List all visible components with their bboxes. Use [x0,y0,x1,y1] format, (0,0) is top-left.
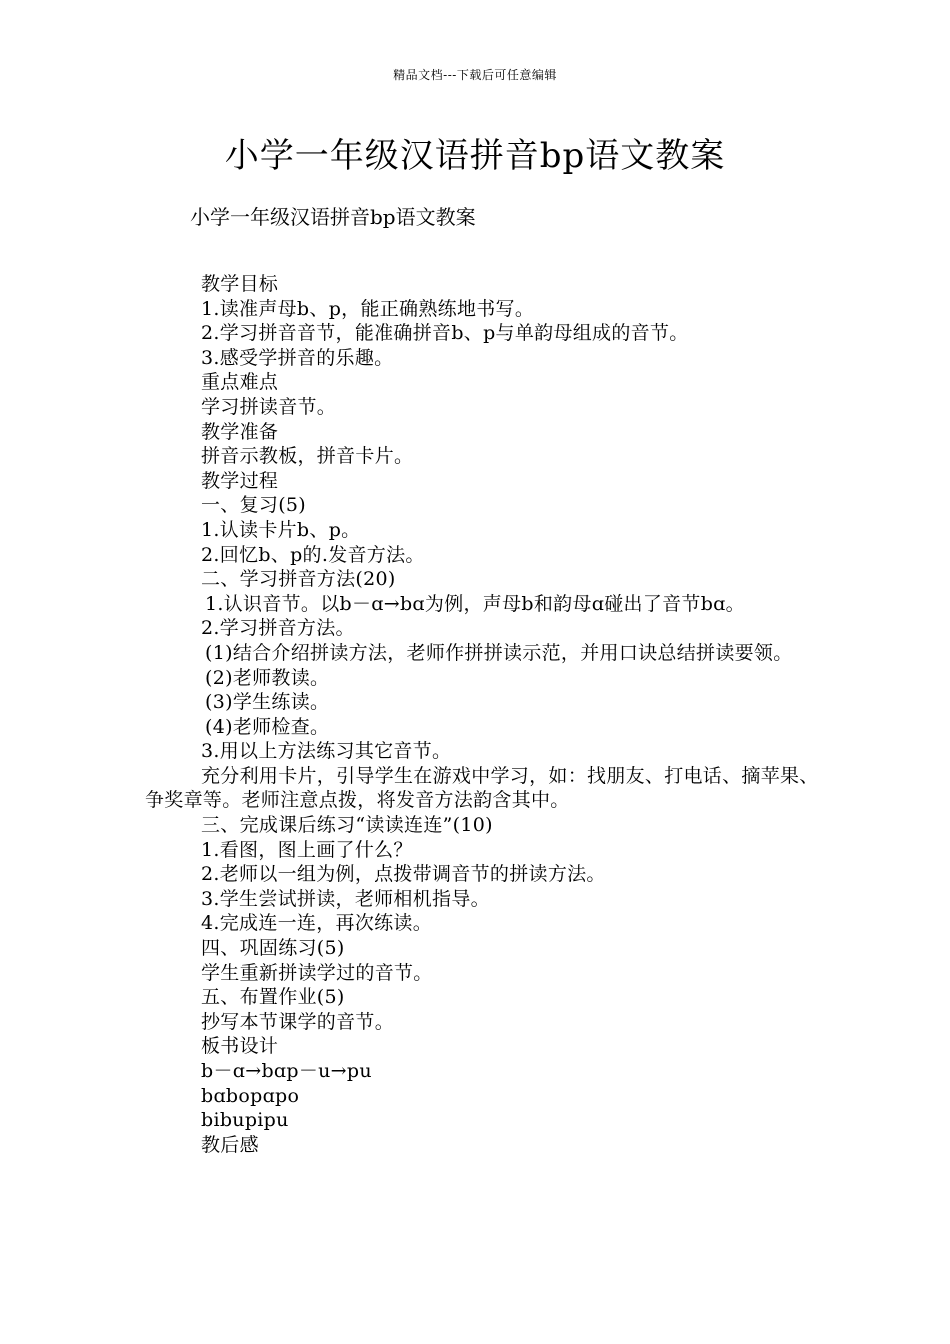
paragraph-line: 学习拼读音节。 [201,395,337,418]
step-heading: 一、复习(5) [201,494,307,517]
paragraph-line: 3.用以上方法练习其它音节。 [201,740,452,763]
step-heading: 二、学习拼音方法(20) [201,568,396,591]
paragraph-line: 1.看图，图上画了什么？ [201,838,413,861]
paragraph-line: 1.认读卡片b、p。 [201,518,361,541]
paragraph-line: (2)老师教读。 [205,666,330,689]
step-heading: 四、巩固练习(5) [201,937,345,960]
section-heading: 教学过程 [201,469,279,492]
board-line: bɑbopɑpo [201,1084,300,1107]
paragraph-line: (4)老师检查。 [205,715,330,738]
section-heading: 教学准备 [201,420,279,443]
header-note: 精品文档---下载后可任意编辑 [393,68,557,82]
paragraph-line: (1)结合介绍拼读方法，老师作拼拼读示范，并用口诀总结拼读要领。 [205,641,793,664]
paragraph-line: 2.回忆b、p的.发音方法。 [201,543,425,566]
step-heading: 三、完成课后练习“读读连连”(10) [201,814,493,837]
board-line: b－ɑ→bɑp－u→pu [201,1060,372,1082]
paragraph-line: 充分利用卡片，引导学生在游戏中学习，如：找朋友、打电话、摘苹果、争奖章等。老师注意点拨，将发音方法韵含其中。 [145,764,819,812]
paragraph-line: 2.学习拼音音节，能准确拼音b、p与单韵母组成的音节。 [201,322,689,345]
section-heading: 教后感 [201,1133,259,1156]
step-heading: 五、布置作业(5) [201,986,345,1009]
paragraph-line: 3.学生尝试拼读，老师相机指导。 [201,887,490,910]
paragraph-line: 抄写本节课学的音节。 [201,1010,395,1033]
paragraph-line: 学生重新拼读学过的音节。 [201,961,433,984]
section-heading: 教学目标 [201,273,279,295]
board-line: bibupipu [201,1109,289,1132]
document-subtitle: 小学一年级汉语拼音bp语文教案 [190,205,476,229]
section-heading: 重点难点 [201,371,279,394]
paragraph-line: (3)学生练读。 [205,691,330,714]
paragraph-line: 1.认识音节。以b－ɑ→bɑ为例，声母b和韵母ɑ碰出了音节bɑ。 [205,592,745,615]
document-body [145,272,825,1157]
paragraph-line: 拼音示教板，拼音卡片。 [201,445,414,468]
document-title: 小学一年级汉语拼音bp语文教案 [224,136,726,176]
paragraph-line: 2.老师以一组为例，点拨带调音节的拼读方法。 [201,863,606,886]
paragraph-line: 1.读准声母b、p，能正确熟练地书写。 [201,297,535,320]
paragraph-line: 2.学习拼音方法。 [201,617,355,640]
paragraph-line: 3.感受学拼音的乐趣。 [201,346,394,369]
paragraph-line: 4.完成连一连，再次练读。 [201,912,433,935]
section-heading: 板书设计 [201,1035,279,1058]
